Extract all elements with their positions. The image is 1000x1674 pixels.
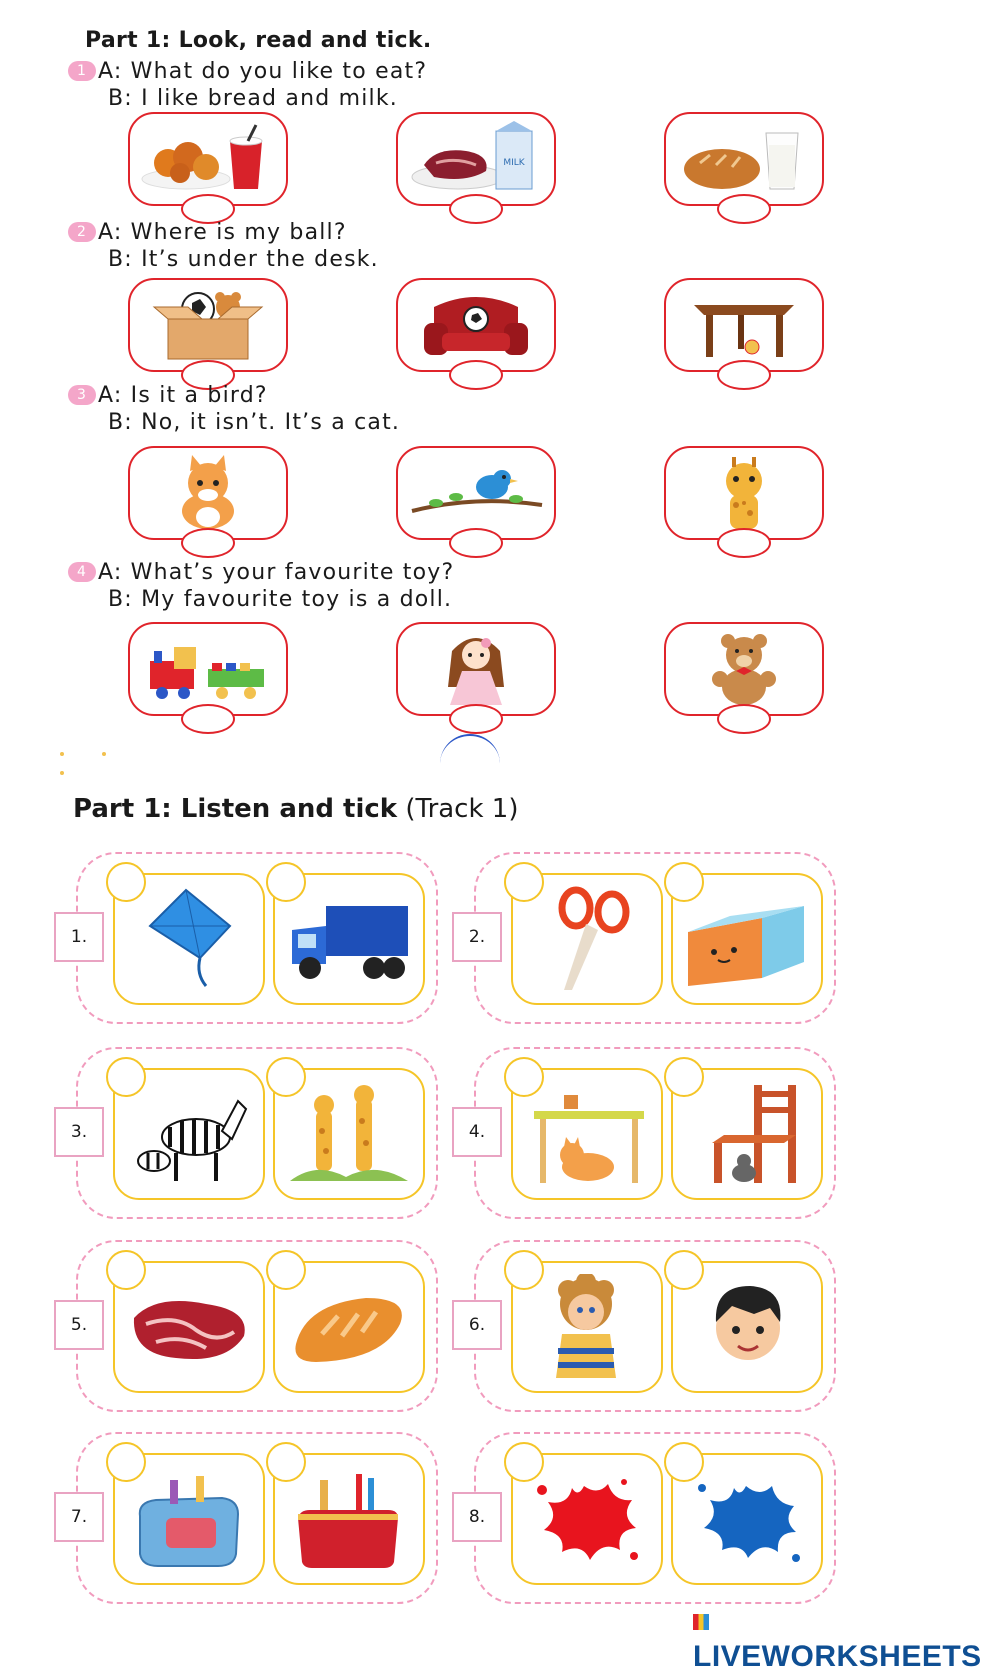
item-3-option-zebras[interactable] <box>113 1068 265 1200</box>
item-2-option-scissors[interactable] <box>511 873 663 1005</box>
item-5-option-meat[interactable] <box>113 1261 265 1393</box>
question-b-text: B: I like bread and milk. <box>108 86 398 111</box>
item-8-option-red-paint[interactable] <box>511 1453 663 1585</box>
school-bag-image <box>126 1466 252 1572</box>
item-4-option-chair[interactable] <box>671 1068 823 1200</box>
item-1-tick-circle-b[interactable] <box>266 862 306 902</box>
question-3 <box>68 382 828 436</box>
question-4 <box>68 559 828 613</box>
item-8-option-blue-paint[interactable] <box>671 1453 823 1585</box>
item-number: 1. <box>54 912 104 962</box>
part-b-title <box>73 794 519 824</box>
listen-item-2 <box>468 852 836 1024</box>
q4-option-train[interactable] <box>128 622 288 716</box>
bird-image <box>406 455 546 531</box>
question-number-badge: 4 <box>68 562 96 582</box>
q3-option-giraffe[interactable] <box>664 446 824 540</box>
listen-item-1 <box>70 852 438 1024</box>
ball-on-armchair-image <box>406 287 546 363</box>
item-8-tick-circle-b[interactable] <box>664 1442 704 1482</box>
q2-option-desk[interactable] <box>664 278 824 372</box>
bread-image <box>286 1274 412 1380</box>
zebras-image <box>126 1081 252 1187</box>
q1-option-bread-milk[interactable] <box>664 112 824 206</box>
steak-and-milk-image <box>406 121 546 197</box>
decorative-arc <box>440 734 500 766</box>
question-b-text: B: It’s under the desk. <box>108 247 379 272</box>
item-5-tick-circle-a[interactable] <box>106 1250 146 1290</box>
item-6-tick-circle-a[interactable] <box>504 1250 544 1290</box>
item-3-tick-circle-b[interactable] <box>266 1057 306 1097</box>
red-paint-image <box>524 1466 650 1572</box>
chicken-and-cola-image <box>138 121 278 197</box>
cat-under-chair-image <box>684 1081 810 1187</box>
item-4-tick-circle-b[interactable] <box>664 1057 704 1097</box>
item-8-tick-circle-a[interactable] <box>504 1442 544 1482</box>
q4-tick-circle-2[interactable] <box>449 704 503 734</box>
item-4-option-table[interactable] <box>511 1068 663 1200</box>
item-4-tick-circle-a[interactable] <box>504 1057 544 1097</box>
item-6-option-short-hair-boy[interactable] <box>671 1261 823 1393</box>
question-number-badge: 2 <box>68 222 96 242</box>
teddy-bear-image <box>674 631 814 707</box>
question-a-text: A: What do you like to eat? <box>98 59 428 84</box>
q1-option-chicken-cola[interactable] <box>128 112 288 206</box>
short-hair-boy-image <box>684 1274 810 1380</box>
item-3-tick-circle-a[interactable] <box>106 1057 146 1097</box>
listen-item-4 <box>468 1047 836 1219</box>
toy-train-image <box>138 631 278 707</box>
pencil-case-image <box>286 1466 412 1572</box>
item-1-option-kite[interactable] <box>113 873 265 1005</box>
q4-tick-circle-1[interactable] <box>181 704 235 734</box>
item-1-tick-circle-a[interactable] <box>106 862 146 902</box>
curly-hair-boy-image <box>524 1274 650 1380</box>
q4-option-doll[interactable] <box>396 622 556 716</box>
kite-image <box>126 886 252 992</box>
item-number: 5. <box>54 1300 104 1350</box>
listen-item-3 <box>70 1047 438 1219</box>
giraffe-image <box>674 455 814 531</box>
meat-image <box>126 1274 252 1380</box>
scissors-image <box>524 886 650 992</box>
question-1 <box>68 58 828 112</box>
question-number-badge: 3 <box>68 385 96 405</box>
item-1-option-truck[interactable] <box>273 873 425 1005</box>
item-5-option-bread[interactable] <box>273 1261 425 1393</box>
q3-option-cat[interactable] <box>128 446 288 540</box>
cat-under-table-image <box>524 1081 650 1187</box>
q2-option-box[interactable] <box>128 278 288 372</box>
giraffes-image <box>286 1081 412 1187</box>
q3-tick-circle-1[interactable] <box>181 528 235 558</box>
item-3-option-giraffes[interactable] <box>273 1068 425 1200</box>
item-7-tick-circle-a[interactable] <box>106 1442 146 1482</box>
item-number: 2. <box>452 912 502 962</box>
q1-option-steak-milk[interactable] <box>396 112 556 206</box>
item-number: 8. <box>452 1492 502 1542</box>
part-a-title: Part 1: Look, read and tick. <box>85 28 432 53</box>
question-number-badge: 1 <box>68 61 96 81</box>
item-number: 3. <box>54 1107 104 1157</box>
item-2-tick-circle-a[interactable] <box>504 862 544 902</box>
question-a-text: A: What’s your favourite toy? <box>98 560 455 585</box>
listen-item-5 <box>70 1240 438 1412</box>
cat-image <box>138 455 278 531</box>
eraser-image <box>684 886 810 992</box>
question-a-text: A: Is it a bird? <box>98 383 268 408</box>
question-b-text: B: My favourite toy is a doll. <box>108 587 453 612</box>
bread-and-milk-image <box>674 121 814 197</box>
ball-under-desk-image <box>674 287 814 363</box>
item-7-option-pencil-case[interactable] <box>273 1453 425 1585</box>
item-number: 7. <box>54 1492 104 1542</box>
item-2-tick-circle-b[interactable] <box>664 862 704 902</box>
q2-option-armchair[interactable] <box>396 278 556 372</box>
item-7-tick-circle-b[interactable] <box>266 1442 306 1482</box>
question-2 <box>68 219 828 273</box>
question-b-text: B: No, it isn’t. It’s a cat. <box>108 410 401 435</box>
item-7-option-bag[interactable] <box>113 1453 265 1585</box>
q3-tick-circle-2[interactable] <box>449 528 503 558</box>
item-number: 6. <box>452 1300 502 1350</box>
item-5-tick-circle-b[interactable] <box>266 1250 306 1290</box>
decorative-dots <box>60 741 180 747</box>
part-b-title-bold: Part 1: Listen and tick <box>73 794 398 824</box>
q3-option-bird[interactable] <box>396 446 556 540</box>
question-a-text: A: Where is my ball? <box>98 220 347 245</box>
truck-image <box>286 886 412 992</box>
q3-tick-circle-3[interactable] <box>717 528 771 558</box>
brand-text: LIVEWORKSHEETS <box>693 1640 982 1673</box>
liveworksheets-logo <box>693 1606 1000 1674</box>
q4-tick-circle-3[interactable] <box>717 704 771 734</box>
logo-icon <box>693 1614 709 1630</box>
item-6-option-curly-boy[interactable] <box>511 1261 663 1393</box>
listen-item-6 <box>468 1240 836 1412</box>
item-2-option-eraser[interactable] <box>671 873 823 1005</box>
item-number: 4. <box>452 1107 502 1157</box>
listen-item-7 <box>70 1432 438 1604</box>
q4-option-teddy[interactable] <box>664 622 824 716</box>
ball-in-box-image <box>138 287 278 363</box>
doll-image <box>406 631 546 707</box>
item-6-tick-circle-b[interactable] <box>664 1250 704 1290</box>
part-b-title-track: (Track 1) <box>397 794 519 824</box>
blue-paint-image <box>684 1466 810 1572</box>
svg-text:MILK: MILK <box>503 158 525 168</box>
listen-item-8 <box>468 1432 836 1604</box>
